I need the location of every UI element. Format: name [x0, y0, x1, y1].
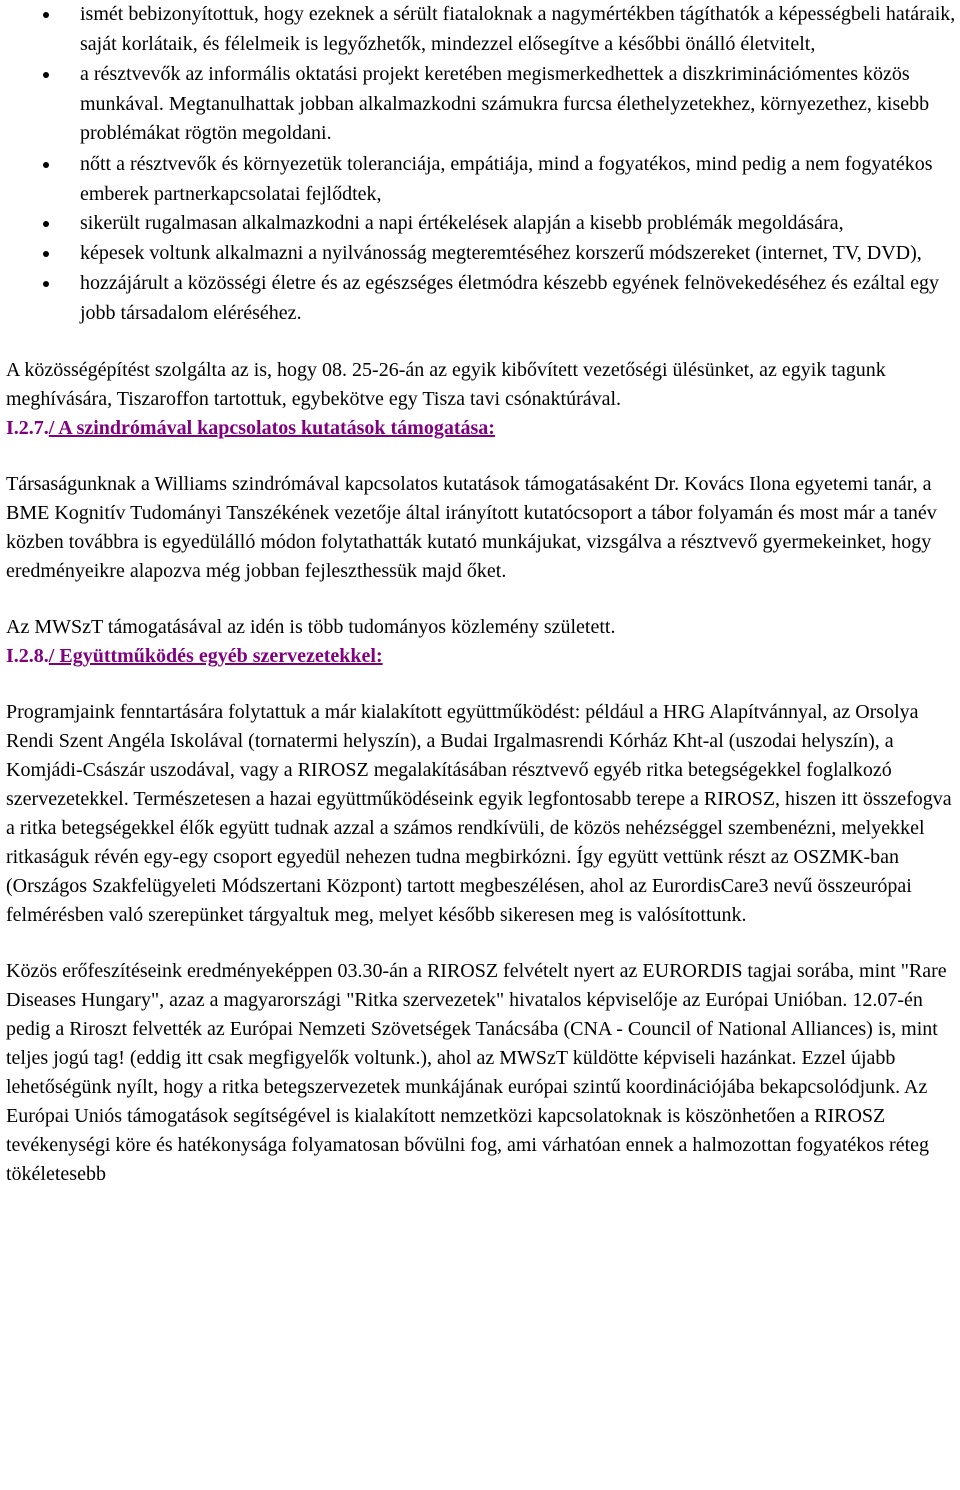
section-number: I.2.7.: [6, 416, 49, 439]
bullet-item: [6, 239, 956, 269]
bullet-dot-icon: [43, 281, 49, 287]
bullet-text: sikerült rugalmasan alkalmazkodni a napi értékelések alapján a kisebb problémák megoldására,: [80, 212, 844, 235]
bullet-text: a résztvevők az informális oktatási projekt keretében megismerkedhettek a diszkriminációmentes közös munkával. Megtanulhattak jobban alkalmazkodni számukra furcsa élethelyzetekhez, környezethez, kisebb problémákat rögtön megoldani.: [80, 63, 930, 145]
bullet-text: ismét bebizonyítottuk, hogy ezeknek a sérült fiataloknak a nagymértékben tágíthatók a képességbeli határaik, saját korlátaik, és félelmeik is legyőzhetők, mindezzel elősegítve a későbbi önálló életvitelt,: [80, 3, 956, 55]
bullet-item: [6, 209, 956, 239]
bullet-item: [6, 0, 956, 59]
section-title: / Együttműködés egyéb szervezetekkel:: [48, 644, 383, 667]
bullet-text: képesek voltunk alkalmazni a nyilvánosság megteremtéséhez korszerű módszereket (internet, TV, DVD),: [80, 241, 922, 264]
section-heading-research: [6, 414, 956, 443]
bullet-dot-icon: [43, 72, 49, 78]
section-number: I.2.8.: [6, 644, 49, 667]
efforts-paragraph: Közös erőfeszítéseink eredményeképpen 03.30-án a RIROSZ felvételt nyert az EURORDIS tagjai sorába, mint "Rare Diseases Hungary", azaz a magyarországi "Ritka szervezetek" hivatalos képviselője az Európai Unióban. 12.07-én pedig a Riroszt felvették az Európai Nemzeti Szövetségek Tanácsába (CNA - Council of National Alliances) is, mint teljes jogú tag! (eddig itt csak megfigyelők voltunk.), ahol az MWSzT küldötte képviseli hazánkat. Ezzel újabb lehetőségünk nyílt, hogy a ritka betegszervezetek munkájának európai szintű koordinációjába bekapcsolódjunk. Az Európai Uniós támogatások segítségével is kialakított nemzetközi kapcsolatoknak is köszönhetően a RIROSZ tevékenységi köre és hatékonysága folyamatosan bővülni fog, ami várhatóan ennek a halmozottan fogyatékos réteg tökéletesebb: [6, 959, 947, 1185]
bullet-dot-icon: [43, 221, 49, 227]
bullet-item: [6, 269, 956, 328]
bullet-dot-icon: [43, 12, 49, 18]
programs-paragraph: Programjaink fenntartására folytattuk a már kialakított együttműködést: például a HRG Alapítvánnyal, az Orsolya Rendi Szent Angéla Iskolával (tornatermi helyszín), a Budai Irgalmasrendi Kórház Kht-al (uszodai helyszín), a Komjádi-Császár uszodával, vagy a RIROSZ megalakításában résztvevő egyéb ritka betegségekkel foglalkozó szervezetekkel. Természetesen a hazai együttműködéseink egyik legfontosabb terepe a RIROSZ, hiszen itt összefogva a ritka betegségekkel élők együtt tudnak azzal a számos rendkívüli, de közös nehézséggel szembenézni, melyekkel ritkaságuk révén egy-egy csoport egyedül nehezen tudna megbirkózni. Így együtt vettünk részt az OSZMK-ban (Országos Szakfelügyeleti Módszertani Központ) tartott megbeszélésen, ahol az EurordisCare3 nevű összeurópai felmérésben való szerepünket tárgyaltuk meg, melyet később sikeresen meg is valósítottunk.: [6, 700, 952, 926]
community-paragraph: A közösségépítést szolgálta az is, hogy 08. 25-26-án az egyik kibővített vezetőségi ülésünket, az egyik tagunk meghívására, Tiszaroffon tartottuk, egybekötve egy Tisza tavi csónaktúrával.: [6, 358, 886, 410]
bullet-text: hozzájárult a közösségi életre és az egészséges életmódra készebb egyének felnövekedéséhez és ezáltal egy jobb társadalom eléréséhez.: [80, 272, 940, 324]
bullet-item: [6, 60, 956, 149]
bullet-text: nőtt a résztvevők és környezetük toleranciája, empátiája, mind a fogyatékos, mind pedig a nem fogyatékos emberek partnerkapcsolatai fejlődtek,: [80, 152, 933, 205]
section-title: / A szindrómával kapcsolatos kutatások támogatása:: [48, 416, 495, 439]
bullet-dot-icon: [43, 162, 49, 168]
publications-paragraph: Az MWSzT támogatásával az idén is több tudományos közlemény született.: [6, 615, 616, 638]
section-heading-cooperation: [6, 642, 956, 671]
bullet-item: [6, 150, 956, 209]
research-support-paragraph: Társaságunknak a Williams szindrómával kapcsolatos kutatások támogatásaként Dr. Kovács Ilona egyetemi tanár, a BME Kognitív Tudományi Tanszékének vezetője által irányított kutatócsoport a tábor folyamán és most már a tanév közben továbbra is egyedülálló módon folytathatták kutató munkájukat, vizsgálva a résztvevő gyermekeinket, hogy eredményeikre alapozva még jobban fejleszthessük majd őket.: [6, 472, 937, 582]
outcomes-bullet-list: [6, 0, 956, 329]
bullet-dot-icon: [43, 251, 49, 257]
